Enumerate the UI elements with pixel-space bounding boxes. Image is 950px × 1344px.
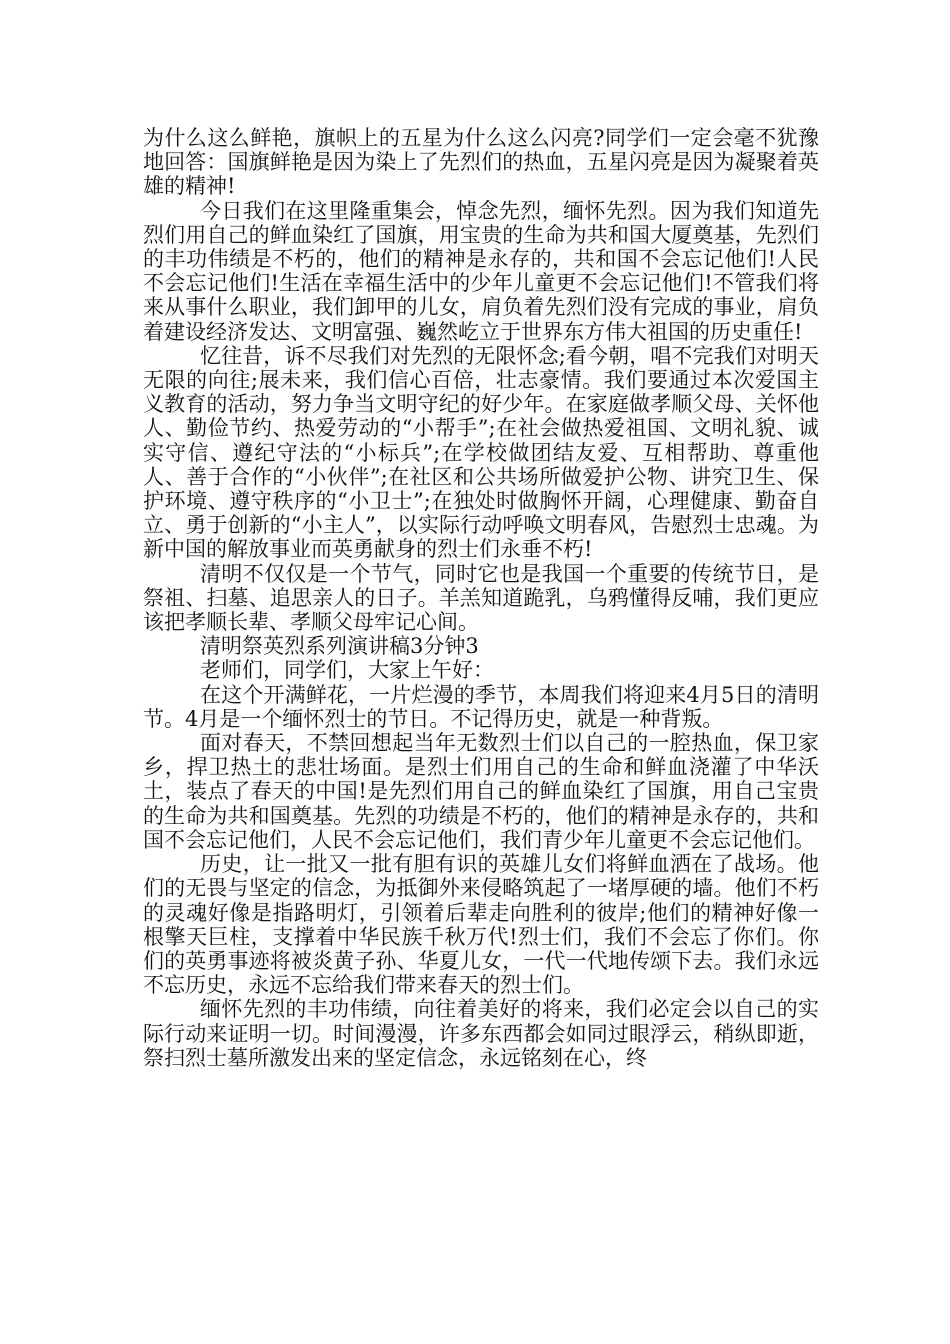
paragraph-3: 忆往昔，诉不尽我们对先烈的无限怀念;看今朝，唱不完我们对明天无限的向往;展未来，我们信心百倍，壮志豪情。我们要通过本次爱国主义教育的活动，努力争当文明守纪的好少年。在家庭做孝顺父母、关怀他人、勤俭节约、热爱劳动的“小帮手”;在社会做热爱祖国、文明礼貌、诚实守信、遵纪守法的“小标兵”;在学校做团结友爱、互相帮助、尊重他人、善于合作的“小伙伴”;在社区和公共场所做爱护公物、讲究卫生、保护环境、遵守秩序的“小卫士”;在独处时做胸怀开阔，心理健康、勤奋自立、勇于创新的“小主人”，以实际行动呼唤文明春风，告慰烈士忠魂。为新中国的解放事业而英勇献身的烈士们永垂不朽!	[143, 343, 819, 562]
paragraph-1: 为什么这么鲜艳，旗帜上的五星为什么这么闪亮?同学们一定会毫不犹豫地回答：国旗鲜艳是因为染上了先烈们的热血，五星闪亮是因为凝聚着英雄的精神!	[143, 126, 819, 199]
paragraph-2: 今日我们在这里隆重集会，悼念先烈，缅怀先烈。因为我们知道先烈们用自己的鲜血染红了国旗，用宝贵的生命为共和国大厦奠基，先烈们的丰功伟绩是不朽的，他们的精神是永存的，共和国不会忘记他们!人民不会忘记他们!生活在幸福生活中的少年儿童更不会忘记他们!不管我们将来从事什么职业，我们卸甲的儿女，肩负着先烈们没有完成的事业，肩负着建设经济发达、文明富强、巍然屹立于世界东方伟大祖国的历史重任!	[143, 198, 819, 344]
paragraph-9: 历史，让一批又一批有胆有识的英雄儿女们将鲜血洒在了战场。他们的无畏与坚定的信念，为抵御外来侵略筑起了一堵厚硬的墙。他们不朽的灵魂好像是指路明灯，引领着后辈走向胜利的彼岸;他们的精神好像一根擎天巨柱，支撑着中华民族千秋万代!烈士们，我们不会忘了你们。你们的英勇事迹将被炎黄子孙、华夏儿女，一代一代地传颂下去。我们永远不忘历史，永远不忘给我们带来春天的烈士们。	[143, 852, 819, 998]
paragraph-8: 面对春天，不禁回想起当年无数烈士们以自己的一腔热血，保卫家乡，捍卫热土的悲壮场面。是烈士们用自己的生命和鲜血浇灌了中华沃土，装点了春天的中国!是先烈们用自己的鲜血染红了国旗，用自己宝贵的生命为共和国奠基。先烈的功绩是不朽的，他们的精神是永存的，共和国不会忘记他们，人民不会忘记他们，我们青少年儿童更不会忘记他们。	[143, 731, 819, 852]
paragraph-7: 在这个开满鲜花，一片烂漫的季节，本周我们将迎来4月5日的清明节。4月是一个缅怀烈士的节日。不记得历史，就是一种背叛。	[143, 682, 819, 731]
document-body	[143, 126, 819, 1070]
speech-title: 清明祭英烈系列演讲稿3分钟3	[200, 634, 479, 659]
paragraph-4: 清明不仅仅是一个节气，同时它也是我国一个重要的传统节日，是祭祖、扫墓、追思亲人的日子。羊羔知道跪乳，乌鸦懂得反哺，我们更应该把孝顺长辈、孝顺父母牢记心间。	[143, 561, 819, 635]
paragraph-10: 缅怀先烈的丰功伟绩，向往着美好的将来，我们必定会以自己的实际行动来证明一切。时间漫漫，许多东西都会如同过眼浮云，稍纵即逝，祭扫烈士墓所激发出来的坚定信念，永远铭刻在心，终	[143, 997, 819, 1070]
greeting: 老师们，同学们，大家上午好：	[200, 658, 494, 683]
